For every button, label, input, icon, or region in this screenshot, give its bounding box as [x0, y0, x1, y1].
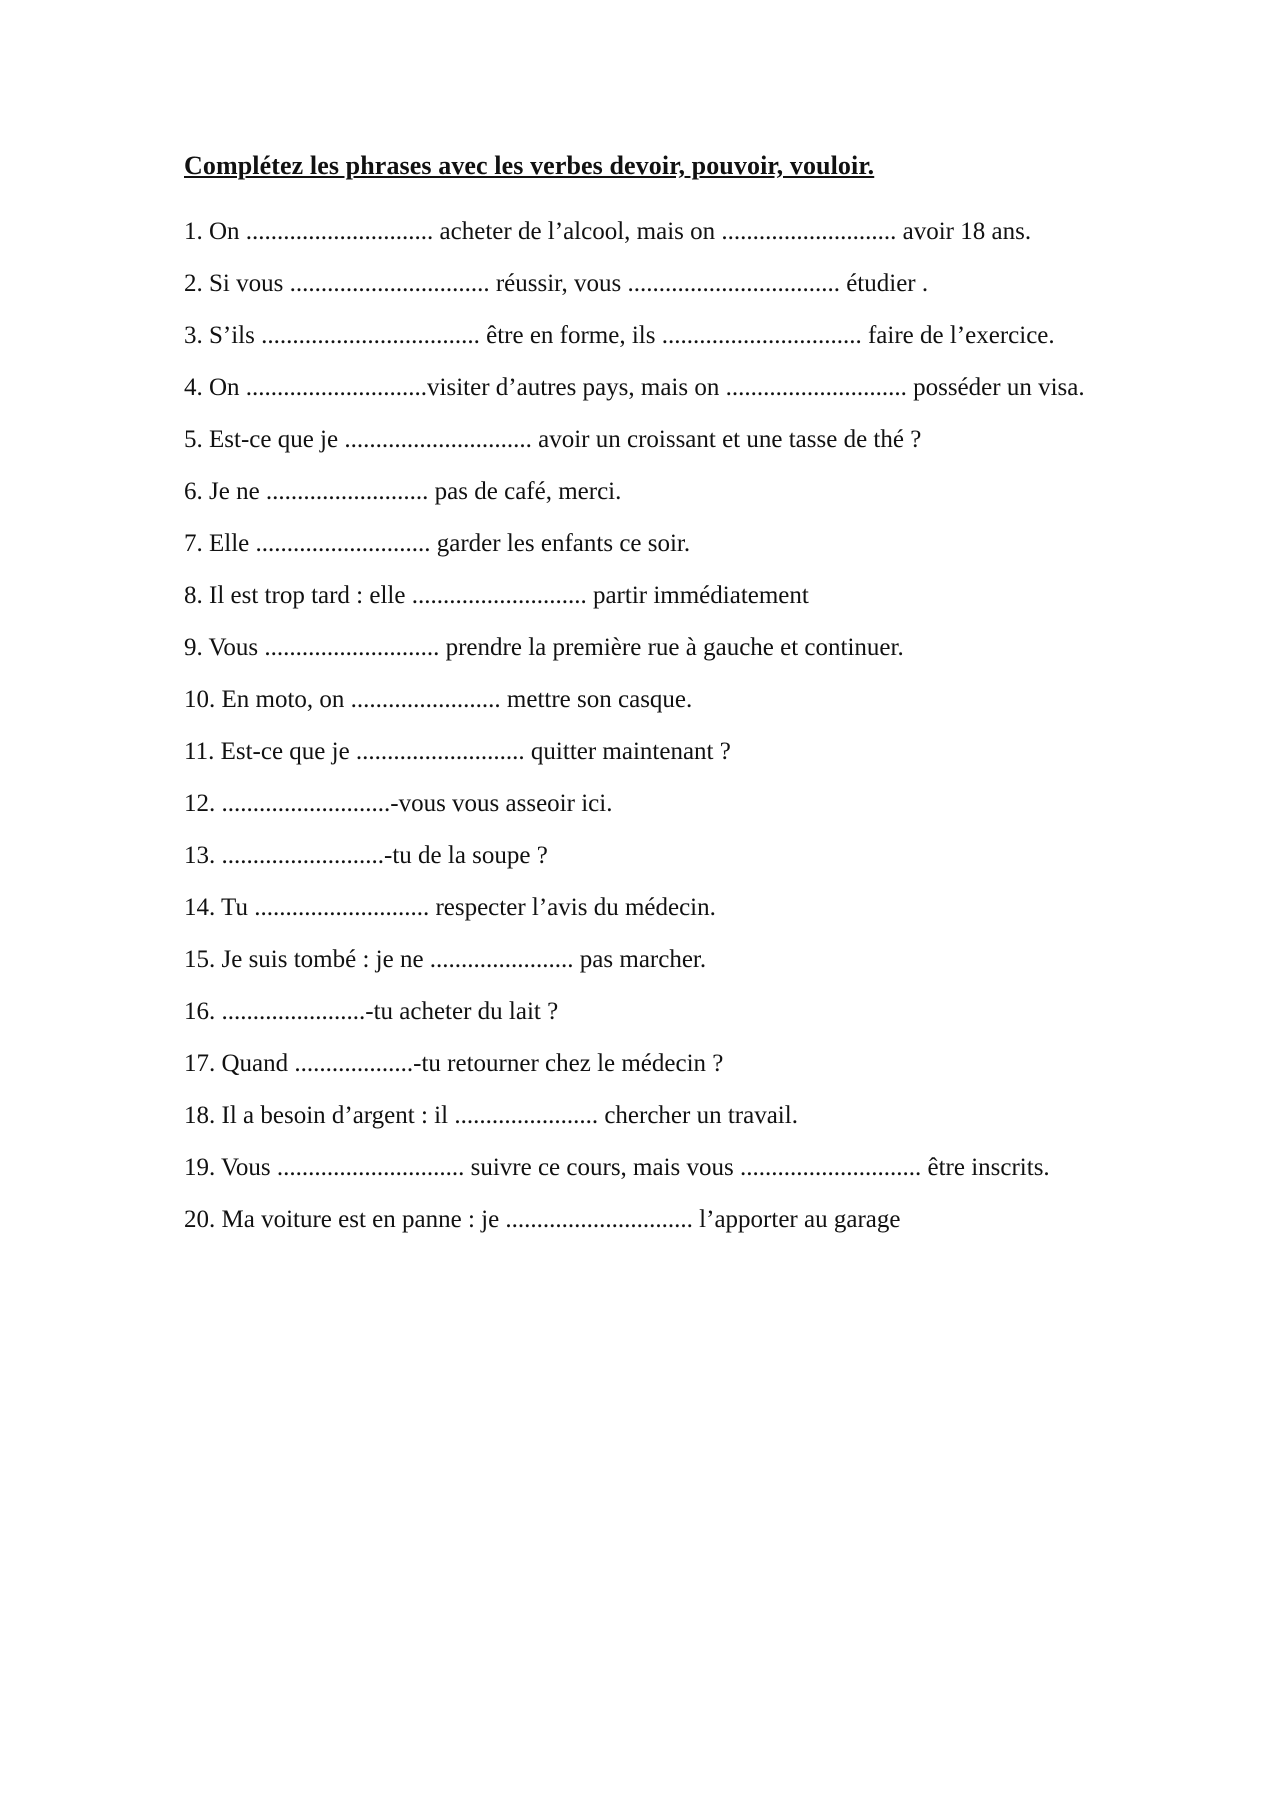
exercise-item-6: 6. Je ne .......................... pas de café, merci. [184, 478, 622, 505]
exercise-item-9: 9. Vous ............................ prendre la première rue à gauche et continuer. [184, 634, 904, 661]
exercise-item-5: 5. Est-ce que je .............................. avoir un croissant et une tasse de thé ? [184, 426, 922, 453]
worksheet-page [184, 150, 1162, 1246]
exercise-item-7: 7. Elle ............................ garder les enfants ce soir. [184, 530, 691, 557]
exercise-item-19: 19. Vous .............................. suivre ce cours, mais vous ............................. être inscrits. [184, 1154, 1050, 1181]
exercise-item-17: 17. Quand ...................-tu retourner chez le médecin ? [184, 1050, 724, 1077]
exercise-item-16: 16. .......................-tu acheter du lait ? [184, 998, 559, 1025]
exercise-item-13: 13. ..........................-tu de la soupe ? [184, 842, 548, 869]
exercise-item-14: 14. Tu ............................ respecter l’avis du médecin. [184, 894, 716, 921]
exercise-item-15: 15. Je suis tombé : je ne ....................... pas marcher. [184, 946, 707, 973]
exercise-item-12: 12. ...........................-vous vous asseoir ici. [184, 790, 613, 817]
worksheet-title: Complétez les phrases avec les verbes devoir, pouvoir, vouloir. [184, 151, 875, 180]
exercise-list [184, 206, 1162, 1246]
exercise-item-18: 18. Il a besoin d’argent : il ....................... chercher un travail. [184, 1102, 798, 1129]
exercise-item-10: 10. En moto, on ........................ mettre son casque. [184, 686, 693, 713]
exercise-item-1: 1. On .............................. acheter de l’alcool, mais on ............................ avoir 18 ans. [184, 218, 1032, 245]
exercise-item-20: 20. Ma voiture est en panne : je .............................. l’apporter au garage [184, 1206, 901, 1233]
exercise-item-3: 3. S’ils ................................... être en forme, ils ................................ faire de l’exercice. [184, 322, 1055, 349]
exercise-item-11: 11. Est-ce que je ........................... quitter maintenant ? [184, 738, 731, 765]
exercise-item-4: 4. On .............................visiter d’autres pays, mais on ............................. posséder un visa. [184, 374, 1085, 401]
exercise-item-8: 8. Il est trop tard : elle ............................ partir immédiatement [184, 582, 809, 609]
exercise-item-2: 2. Si vous ................................ réussir, vous .................................. étudier . [184, 270, 929, 297]
